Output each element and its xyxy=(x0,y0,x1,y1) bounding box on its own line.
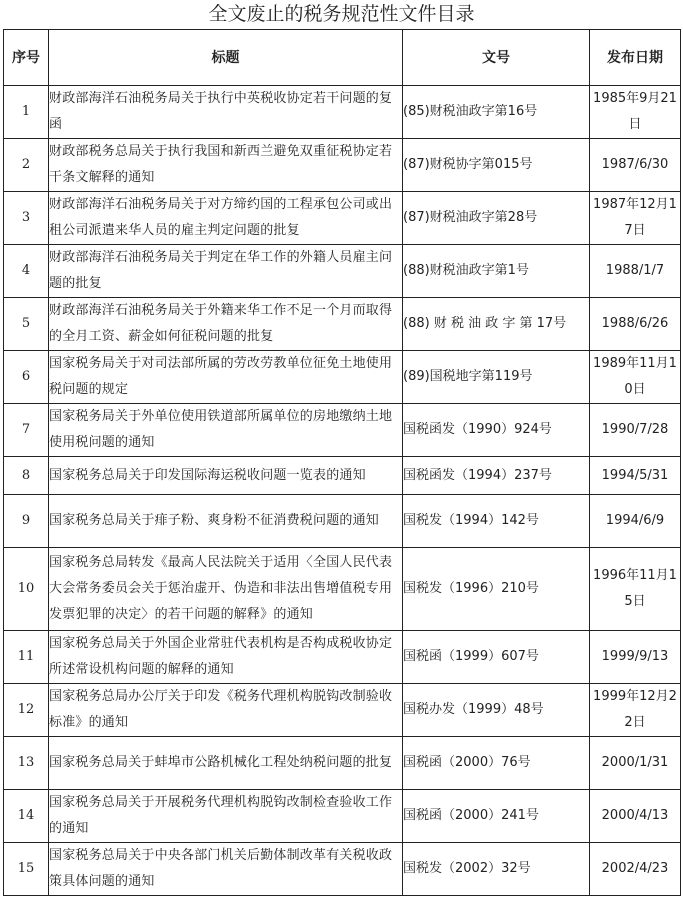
cell-title: 财政部税务总局关于执行我国和新西兰避免双重征税协定若干条文解释的通知 xyxy=(49,139,403,192)
cell-title: 财政部海洋石油税务局关于执行中英税收协定若干问题的复函 xyxy=(49,86,403,139)
cell-date: 1999/9/13 xyxy=(590,631,681,684)
cell-seq: 14 xyxy=(4,790,49,843)
cell-date: 2002/4/23 xyxy=(590,843,681,896)
table-row xyxy=(4,86,681,139)
table-row xyxy=(4,790,681,843)
table-header-row xyxy=(4,30,681,86)
cell-title: 财政部海洋石油税务局关于判定在华工作的外籍人员雇主问题的批复 xyxy=(49,245,403,298)
cell-seq: 7 xyxy=(4,404,49,457)
cell-seq: 3 xyxy=(4,192,49,245)
cell-title: 国家税务总局关于开展税务代理机构脱钩改制检查验收工作的通知 xyxy=(49,790,403,843)
cell-date: 1994/6/9 xyxy=(590,495,681,548)
cell-doc-no: 国税发（1994）142号 xyxy=(403,495,590,548)
cell-title: 国家税务局关于外单位使用铁道部所属单位的房地缴纳土地使用税问题的通知 xyxy=(49,404,403,457)
cell-seq: 11 xyxy=(4,631,49,684)
cell-date: 2000/1/31 xyxy=(590,737,681,790)
header-seq: 序号 xyxy=(4,30,49,86)
table-row xyxy=(4,495,681,548)
cell-title: 国家税务总局关于痱子粉、爽身粉不征消费税问题的通知 xyxy=(49,495,403,548)
cell-title: 国家税务总局转发《最高人民法院关于适用〈全国人民代表大会常务委员会关于惩治虚开、伪造和非法出售增值税专用发票犯罪的决定〉的若干问题的解释》的通知 xyxy=(49,548,403,631)
cell-date: 1985年9月21日 xyxy=(590,86,681,139)
cell-seq: 8 xyxy=(4,457,49,495)
cell-title: 国家税务总局关于外国企业常驻代表机构是否构成税收协定所述常设机构问题的解释的通知 xyxy=(49,631,403,684)
cell-seq: 4 xyxy=(4,245,49,298)
cell-seq: 5 xyxy=(4,298,49,351)
table-row xyxy=(4,139,681,192)
header-date: 发布日期 xyxy=(590,30,681,86)
table-row xyxy=(4,631,681,684)
cell-doc-no: 国税发（1996）210号 xyxy=(403,548,590,631)
cell-seq: 13 xyxy=(4,737,49,790)
cell-doc-no: 国税函发（1990）924号 xyxy=(403,404,590,457)
table-row xyxy=(4,737,681,790)
cell-date: 1987/6/30 xyxy=(590,139,681,192)
cell-doc-no: (89)国税地字第119号 xyxy=(403,351,590,404)
cell-doc-no: 国税函（1999）607号 xyxy=(403,631,590,684)
cell-title: 财政部海洋石油税务局关于外籍来华工作不足一个月而取得的全月工资、薪金如何征税问题的批复 xyxy=(49,298,403,351)
table-row xyxy=(4,843,681,896)
cell-title: 财政部海洋石油税务局关于对方缔约国的工程承包公司或出租公司派遣来华人员的雇主判定问题的批复 xyxy=(49,192,403,245)
cell-title: 国家税务总局关于蚌埠市公路机械化工程处纳税问题的批复 xyxy=(49,737,403,790)
cell-date: 1990/7/28 xyxy=(590,404,681,457)
cell-seq: 15 xyxy=(4,843,49,896)
cell-seq: 9 xyxy=(4,495,49,548)
header-doc-no: 文号 xyxy=(403,30,590,86)
cell-seq: 10 xyxy=(4,548,49,631)
cell-date: 1987年12月17日 xyxy=(590,192,681,245)
cell-date: 1994/5/31 xyxy=(590,457,681,495)
cell-doc-no: 国税函（2000）241号 xyxy=(403,790,590,843)
cell-doc-no: 国税发（2002）32号 xyxy=(403,843,590,896)
cell-date: 1999年12月22日 xyxy=(590,684,681,737)
cell-doc-no: (88)财税油政字第1号 xyxy=(403,245,590,298)
table-row xyxy=(4,298,681,351)
cell-seq: 6 xyxy=(4,351,49,404)
cell-date: 1989年11月10日 xyxy=(590,351,681,404)
cell-doc-no: (88) 财 税 油 政 字 第 17号 xyxy=(403,298,590,351)
table-row xyxy=(4,457,681,495)
cell-doc-no: 国税函发（1994）237号 xyxy=(403,457,590,495)
cell-date: 2000/4/13 xyxy=(590,790,681,843)
abolished-documents-table xyxy=(3,29,681,896)
cell-doc-no: 国税办发（1999）48号 xyxy=(403,684,590,737)
table-row xyxy=(4,192,681,245)
cell-seq: 2 xyxy=(4,139,49,192)
table-row xyxy=(4,245,681,298)
cell-seq: 1 xyxy=(4,86,49,139)
cell-doc-no: (87)财税协字第015号 xyxy=(403,139,590,192)
cell-seq: 12 xyxy=(4,684,49,737)
cell-title: 国家税务总局办公厅关于印发《税务代理机构脱钩改制验收标准》的通知 xyxy=(49,684,403,737)
cell-date: 1988/6/26 xyxy=(590,298,681,351)
cell-doc-no: 国税函（2000）76号 xyxy=(403,737,590,790)
cell-title: 国家税务总局关于中央各部门机关后勤体制改革有关税收政策具体问题的通知 xyxy=(49,843,403,896)
table-row xyxy=(4,548,681,631)
table-row xyxy=(4,404,681,457)
cell-title: 国家税务局关于对司法部所属的劳改劳教单位征免土地使用税问题的规定 xyxy=(49,351,403,404)
table-row xyxy=(4,351,681,404)
cell-title: 国家税务总局关于印发国际海运税收问题一览表的通知 xyxy=(49,457,403,495)
cell-date: 1996年11月15日 xyxy=(590,548,681,631)
cell-doc-no: (85)财税油政字第16号 xyxy=(403,86,590,139)
page-title: 全文废止的税务规范性文件目录 xyxy=(208,3,475,25)
cell-doc-no: (87)财税油政字第28号 xyxy=(403,192,590,245)
table-row xyxy=(4,684,681,737)
cell-date: 1988/1/7 xyxy=(590,245,681,298)
header-title: 标题 xyxy=(49,30,403,86)
